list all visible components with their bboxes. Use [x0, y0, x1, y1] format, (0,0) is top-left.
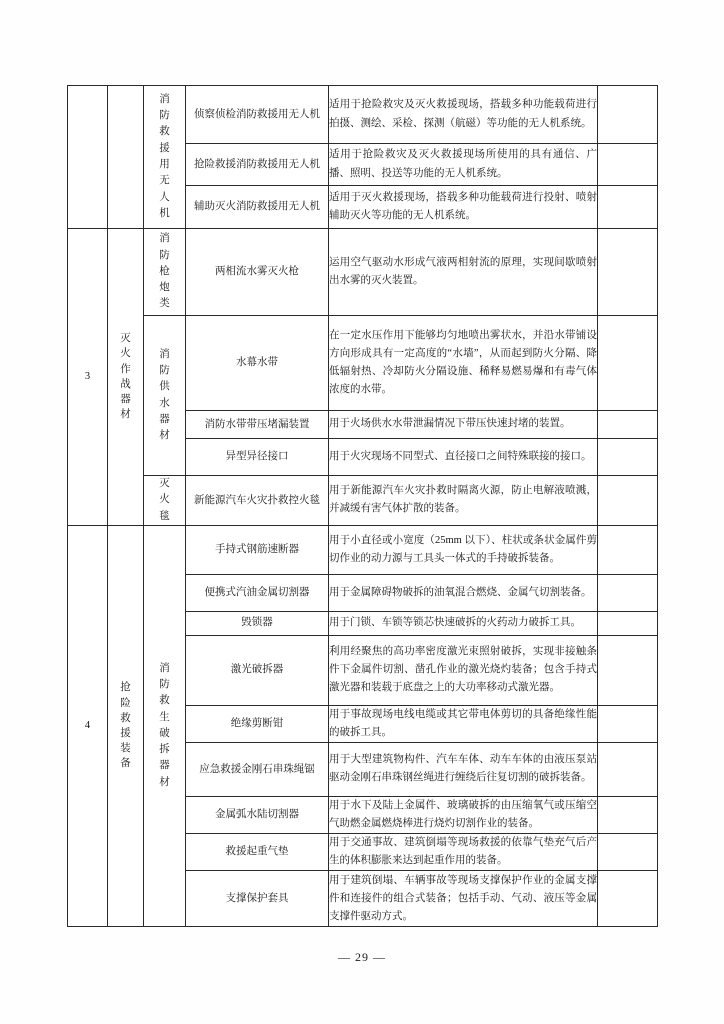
- subgroup-cell: [144, 86, 186, 229]
- table-row: [68, 476, 658, 526]
- equipment-desc-cell: [329, 186, 598, 229]
- equipment-name-cell: [186, 525, 329, 574]
- equipment-name: 水幕水带: [236, 357, 278, 369]
- equipment-name-cell: [186, 439, 329, 476]
- equipment-name: 辅助灭火消防救援用无人机: [194, 201, 320, 213]
- equipment-desc-cell: [329, 796, 598, 833]
- remark-cell: [598, 411, 658, 439]
- equipment-name: 手持式钢筋速断器: [215, 543, 299, 555]
- remark-cell: [598, 476, 658, 526]
- equipment-desc: 用于火灾现场不同型式、直径接口之间特殊联接的接口。: [329, 450, 592, 462]
- section-number-cell: [68, 525, 108, 926]
- equipment-name-cell: [186, 796, 329, 833]
- equipment-name: 金属弧水陆切割器: [215, 809, 299, 821]
- equipment-name: 便携式汽油金属切割器: [204, 586, 310, 598]
- subgroup-cell: [144, 525, 186, 926]
- equipment-name-cell: [186, 871, 329, 927]
- equipment-desc: 用于小直径或小宽度（25mm 以下）、柱状或条状金属件剪切作业的动力源与工具头一体式的手持破拆装备。: [329, 534, 597, 564]
- equipment-name-cell: [186, 635, 329, 705]
- equipment-desc-cell: [329, 525, 598, 574]
- remark-cell: [598, 574, 658, 611]
- remark-cell: [598, 525, 658, 574]
- equipment-desc: 利用经聚焦的高功率密度激光束照射破拆，实现非接触条件下金属件切割、凿孔作业的激光烧灼装备；包含手持式激光器和装载于底盘之上的大功率移动式激光器。: [329, 646, 597, 694]
- equipment-name-cell: [186, 86, 329, 144]
- table-row: [68, 316, 658, 411]
- section-number-cell: [68, 86, 108, 229]
- remark-cell: [598, 86, 658, 144]
- equipment-desc-cell: [329, 144, 598, 186]
- remark-cell: [598, 439, 658, 476]
- section-category-cell: [108, 525, 144, 926]
- remark-cell: [598, 833, 658, 870]
- equipment-desc-cell: [329, 742, 598, 796]
- remark-cell: [598, 705, 658, 742]
- equipment-desc: 用于交通事故、建筑倒塌等现场救援的依靠气垫充气后产生的体积膨胀来达到起重作用的装备。: [329, 836, 597, 867]
- remark-cell: [598, 229, 658, 316]
- remark-cell: [598, 611, 658, 635]
- remark-cell: [598, 742, 658, 796]
- equipment-desc-cell: [329, 86, 598, 144]
- equipment-desc: 在一定水压作用下能够均匀地喷出雾状水，并沿水带铺设方向形成具有一定高度的“水墙”，从而起到防火分隔、降低辐射热、冷却防火分隔设施、稀释易燃易爆和有毒气体浓度的水带。: [329, 329, 597, 396]
- equipment-desc: 适用于抢险救灾及灭火救援现场所使用的具有通信、广播、照明、投送等功能的无人机系统。: [329, 149, 597, 179]
- section-number: 3: [84, 371, 91, 383]
- subgroup-label: 灭火毯: [159, 478, 170, 522]
- equipment-name: 侦察侦检消防救援用无人机: [194, 108, 320, 120]
- equipment-desc: 适用于抢险救灾及灭火救援现场，搭载多种功能载荷进行拍摄、测绘、采检、探测（航磁）等功能的无人机系统。: [329, 99, 597, 129]
- remark-cell: [598, 871, 658, 927]
- equipment-name-cell: [186, 186, 329, 229]
- equipment-desc-cell: [329, 705, 598, 742]
- section-category: 灭火作战器材: [120, 333, 131, 421]
- equipment-catalog-table: [67, 85, 658, 927]
- subgroup-label: 消防救援用无人机: [159, 93, 170, 219]
- equipment-name-cell: [186, 611, 329, 635]
- table-row: [68, 86, 658, 144]
- equipment-name-cell: [186, 476, 329, 526]
- equipment-desc-cell: [329, 611, 598, 635]
- equipment-name-cell: [186, 144, 329, 186]
- equipment-name-cell: [186, 742, 329, 796]
- equipment-name: 绝缘剪断钳: [230, 717, 284, 729]
- equipment-desc: 用于水下及陆上金属件、玻璃破拆的由压缩氧气或压缩空气助燃金属燃烧棒进行烧灼切割作业的装备。: [329, 799, 597, 829]
- equipment-desc: 用于新能源汽车火灾扑救时隔离火源，防止电解液喷溅，并减缓有害气体扩散的装备。: [329, 485, 597, 515]
- remark-cell: [598, 635, 658, 705]
- subgroup-label: 消防供水器材: [159, 348, 170, 442]
- equipment-desc: 适用于灭火救援现场，搭载多种功能载荷进行投射、喷射辅助灭火等功能的无人机系统。: [329, 191, 597, 221]
- equipment-name: 激光破拆器: [230, 664, 284, 676]
- equipment-name-cell: [186, 574, 329, 611]
- remark-cell: [598, 186, 658, 229]
- subgroup-cell: [144, 476, 186, 526]
- page-number-label: — 29 —: [338, 950, 386, 964]
- equipment-name: 毁锁器: [241, 617, 273, 629]
- table-body: [68, 86, 658, 927]
- equipment-name: 支撑保护套具: [225, 892, 289, 904]
- equipment-name: 异型异径接口: [225, 451, 289, 463]
- table-row: [68, 229, 658, 316]
- equipment-name-cell: [186, 316, 329, 411]
- equipment-name: 两相流水雾灭火枪: [215, 266, 299, 278]
- table-row: [68, 525, 658, 574]
- subgroup-label: 消防枪炮类: [159, 233, 170, 310]
- equipment-desc-cell: [329, 635, 598, 705]
- equipment-desc-cell: [329, 229, 598, 316]
- remark-cell: [598, 796, 658, 833]
- equipment-name: 消防水带带压堵漏装置: [204, 418, 310, 430]
- equipment-desc-cell: [329, 574, 598, 611]
- equipment-name: 新能源汽车火灾扑救控火毯: [194, 494, 320, 506]
- equipment-name: 抢险救援消防救援用无人机: [194, 158, 320, 170]
- subgroup-label: 消防救生破拆器材: [159, 662, 170, 788]
- equipment-desc: 用于事故现场电线电缆或其它带电体剪切的具备绝缘性能的破拆工具。: [329, 708, 597, 738]
- subgroup-cell: [144, 229, 186, 316]
- equipment-desc-cell: [329, 316, 598, 411]
- subgroup-cell: [144, 316, 186, 476]
- equipment-desc-cell: [329, 411, 598, 439]
- equipment-desc: 用于大型建筑物构件、汽车车体、动车车体的由液压泵站驱动金刚石串珠钢丝绳进行缠绕后往复切割的破拆装备。: [329, 754, 597, 784]
- equipment-name-cell: [186, 833, 329, 870]
- section-category-cell: [108, 86, 144, 229]
- equipment-desc: 用于金属障碍物破拆的油氧混合燃烧、金属气切割装备。: [329, 586, 592, 598]
- equipment-name: 应急救援金刚石串珠绳锯: [199, 763, 315, 775]
- equipment-name-cell: [186, 229, 329, 316]
- equipment-name-cell: [186, 705, 329, 742]
- section-category: 抢险救援装备: [120, 682, 131, 770]
- equipment-name: 救援起重气垫: [225, 846, 289, 858]
- equipment-desc-cell: [329, 833, 598, 870]
- equipment-name-cell: [186, 411, 329, 439]
- section-number-cell: [68, 229, 108, 526]
- equipment-desc-cell: [329, 871, 598, 927]
- equipment-desc: 用于门锁、车锁等锁芯快速破拆的火药动力破拆工具。: [329, 617, 581, 629]
- remark-cell: [598, 144, 658, 186]
- equipment-desc-cell: [329, 439, 598, 476]
- remark-cell: [598, 316, 658, 411]
- section-number: 4: [84, 720, 91, 732]
- equipment-desc: 用于建筑倒塌、车辆事故等现场支撑保护作业的金属支撑件和连接件的组合式装备；包括手动、气动、液压等金属支撑件驱动方式。: [329, 874, 597, 922]
- equipment-desc: 运用空气驱动水形成气液两相射流的原理，实现间歇喷射出水雾的灭火装置。: [329, 256, 597, 286]
- equipment-desc-cell: [329, 476, 598, 526]
- page-number: [0, 950, 724, 965]
- equipment-desc: 用于火场供水水带泄漏情况下带压快速封堵的装置。: [329, 418, 571, 430]
- section-category-cell: [108, 229, 144, 526]
